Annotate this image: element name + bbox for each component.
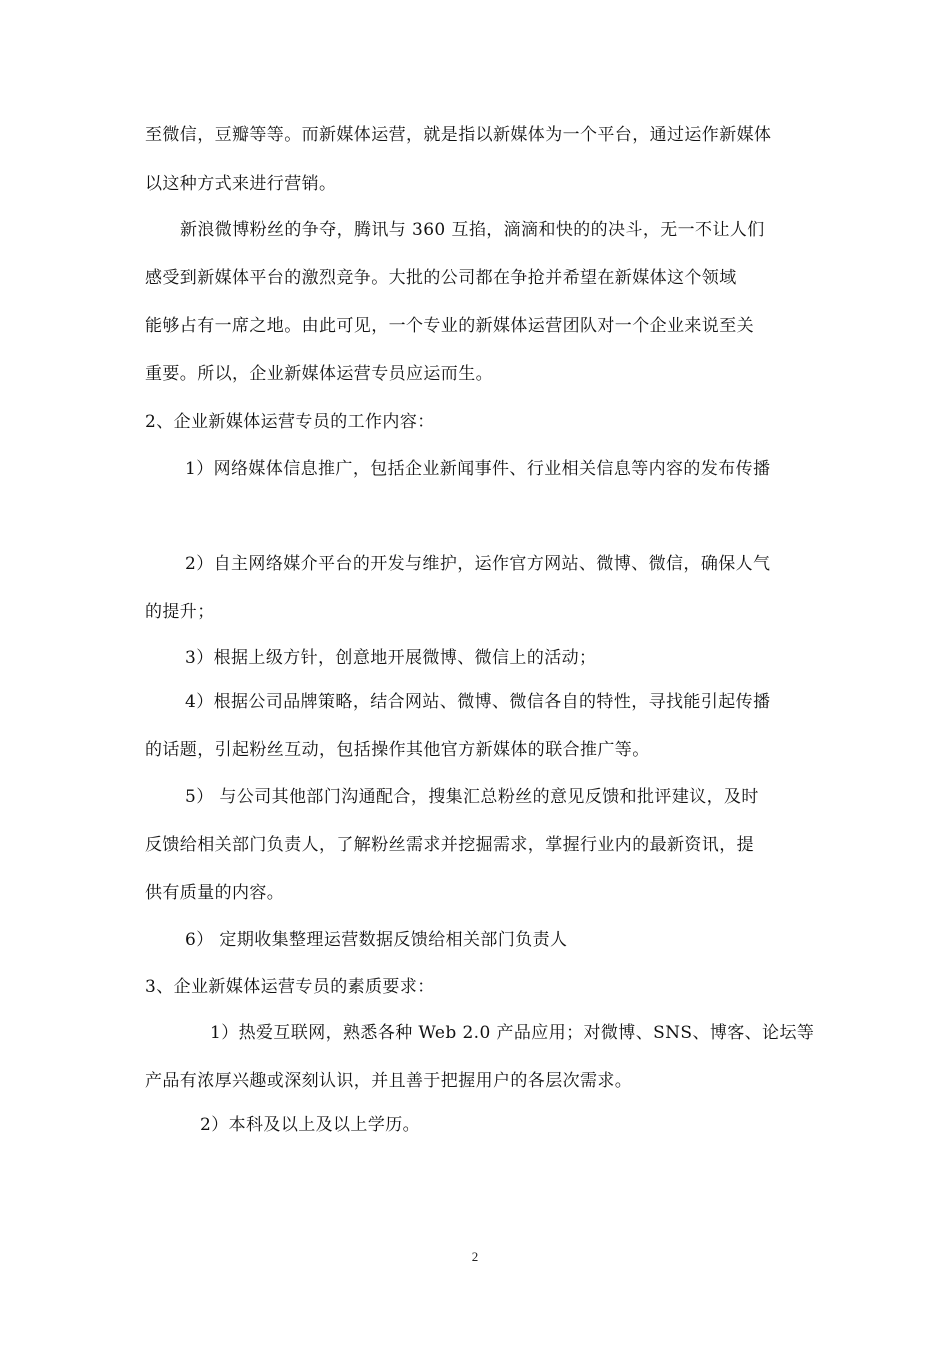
list-item: 5） 与公司其他部门沟通配合，搜集汇总粉丝的意见反馈和批评建议，及时 xyxy=(185,787,759,807)
page-number: 2 xyxy=(471,1249,479,1264)
list-item: 1）网络媒体信息推广，包括企业新闻事件、行业相关信息等内容的发布传播 xyxy=(185,459,771,479)
list-item: 2）本科及以上及以上学历。 xyxy=(200,1115,421,1135)
text-line: 反馈给相关部门负责人，了解粉丝需求并挖掘需求，掌握行业内的最新资讯，提 xyxy=(145,835,754,855)
section-heading: 3、企业新媒体运营专员的素质要求： xyxy=(145,977,435,997)
text-line: 感受到新媒体平台的激烈竞争。大批的公司都在争抢并希望在新媒体这个领域 xyxy=(145,268,737,288)
text-line: 能够占有一席之地。由此可见，一个专业的新媒体运营团队对一个企业来说至关 xyxy=(145,316,754,336)
text-line: 的提升； xyxy=(145,602,215,622)
text-line: 新浪微博粉丝的争夺，腾讯与 360 互掐，滴滴和快的的决斗，无一不让人们 xyxy=(180,220,765,240)
text-line: 供有质量的内容。 xyxy=(145,883,285,903)
text-line: 至微信，豆瓣等等。而新媒体运营，就是指以新媒体为一个平台，通过运作新媒体 xyxy=(145,125,772,145)
text-line: 产品有浓厚兴趣或深刻认识，并且善于把握用户的各层次需求。 xyxy=(145,1071,633,1091)
list-item: 2）自主网络媒介平台的开发与维护，运作官方网站、微博、微信，确保人气 xyxy=(185,554,771,574)
list-item: 4）根据公司品牌策略，结合网站、微博、微信各自的特性，寻找能引起传播 xyxy=(185,692,771,712)
text-line: 以这种方式来进行营销。 xyxy=(145,174,337,194)
list-item: 6） 定期收集整理运营数据反馈给相关部门负责人 xyxy=(185,930,568,950)
text-line: 重要。所以，企业新媒体运营专员应运而生。 xyxy=(145,364,493,384)
list-item: 3）根据上级方针，创意地开展微博、微信上的活动； xyxy=(185,648,597,668)
text-line: 的话题，引起粉丝互动，包括操作其他官方新媒体的联合推广等。 xyxy=(145,740,650,760)
section-heading: 2、企业新媒体运营专员的工作内容： xyxy=(145,412,435,432)
list-item: 1）热爱互联网，熟悉各种 Web 2.0 产品应用；对微博、SNS、博客、论坛等 xyxy=(210,1023,815,1043)
